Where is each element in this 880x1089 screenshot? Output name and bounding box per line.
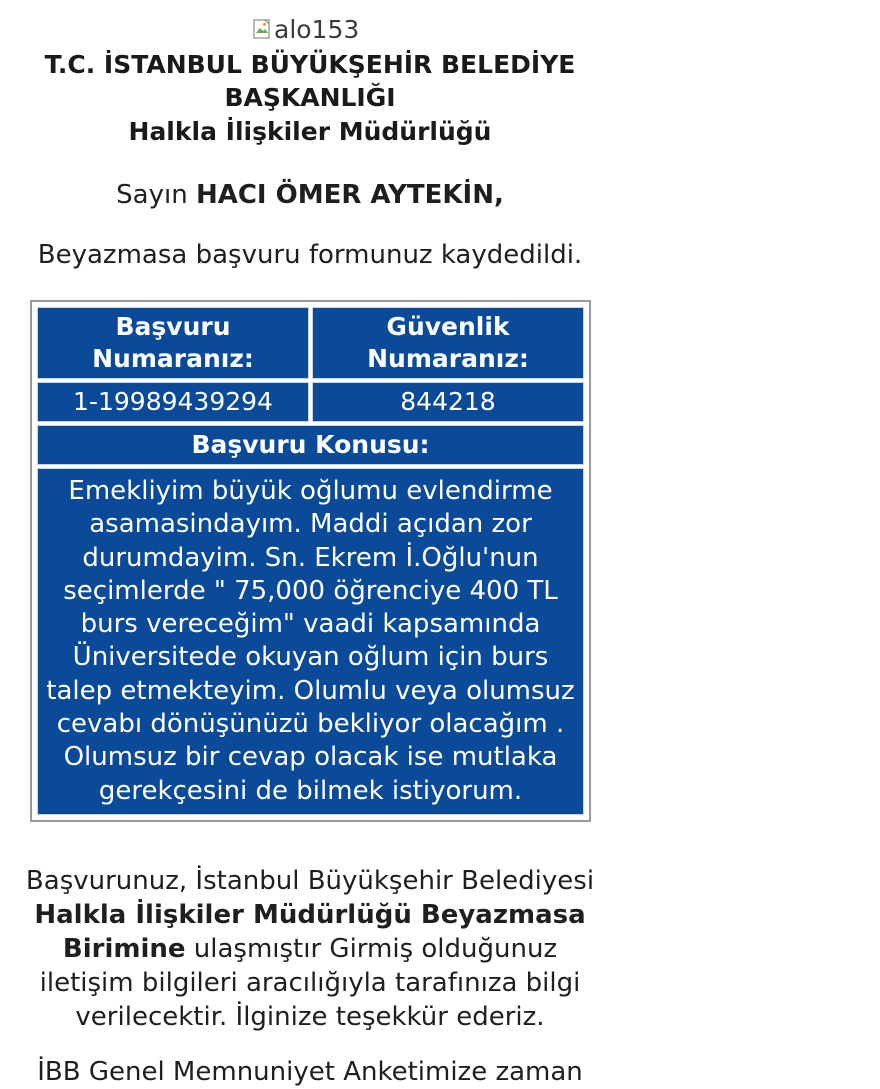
logo-alt-text: alo153 (274, 14, 360, 44)
application-number-value: 1-19989439294 (37, 382, 309, 422)
logo-image (253, 14, 359, 44)
broken-image-icon (253, 19, 271, 39)
subject-text: Emekliyim büyük oğlumu evlendirme asamasindayım. Maddi açıdan zor durumdayim. Sn. Ekrem İ.Oğlu'nun seçimlerde " 75,000 öğrenciye 400 TL burs vereceğim" vaadi kapsamında Üniversitede okuyan oğlum için burs talep etmekteyim. Olumlu veya olumsuz cevabı dönüşünüzü bekliyor olacağım . Olumsuz bir cevap olacak ise mutlaka gerekçesini de bilmek istiyorum. (37, 468, 584, 815)
security-number-value: 844218 (312, 382, 584, 422)
application-info-table (30, 300, 591, 822)
footer-part2: ulaşmıştır Girmiş olduğunuz iletişim bilgileri aracılığıyla tarafınıza bilgi verilecektir. İlginize teşekkür ederiz. (39, 934, 581, 1032)
application-number-label: Başvuru Numaranız: (37, 307, 309, 379)
salutation: Sayın (116, 180, 196, 210)
confirmation-message: Beyazmasa başvuru formunuz kaydedildi. (37, 240, 583, 270)
footer-part1: Başvurunuz, İstanbul Büyükşehir Belediyesi (25, 866, 595, 896)
subject-label: Başvuru Konusu: (37, 425, 584, 465)
recipient-name: HACI ÖMER AYTEKİN, (195, 180, 504, 210)
footer-department: Halkla İlişkiler Müdürlüğü Beyazmasa Birimine (34, 900, 586, 964)
greeting (30, 178, 590, 212)
security-number-label: Güvenlik Numaranız: (312, 307, 584, 379)
footer-message (20, 864, 600, 1034)
header-title: T.C. İSTANBUL BÜYÜKŞEHİR BELEDİYE BAŞKANLIĞI (44, 50, 576, 112)
header-subtitle: Halkla İlişkiler Müdürlüğü (128, 117, 492, 146)
survey-prompt: İBB Genel Memnuniyet Anketimize zaman (37, 1057, 583, 1087)
